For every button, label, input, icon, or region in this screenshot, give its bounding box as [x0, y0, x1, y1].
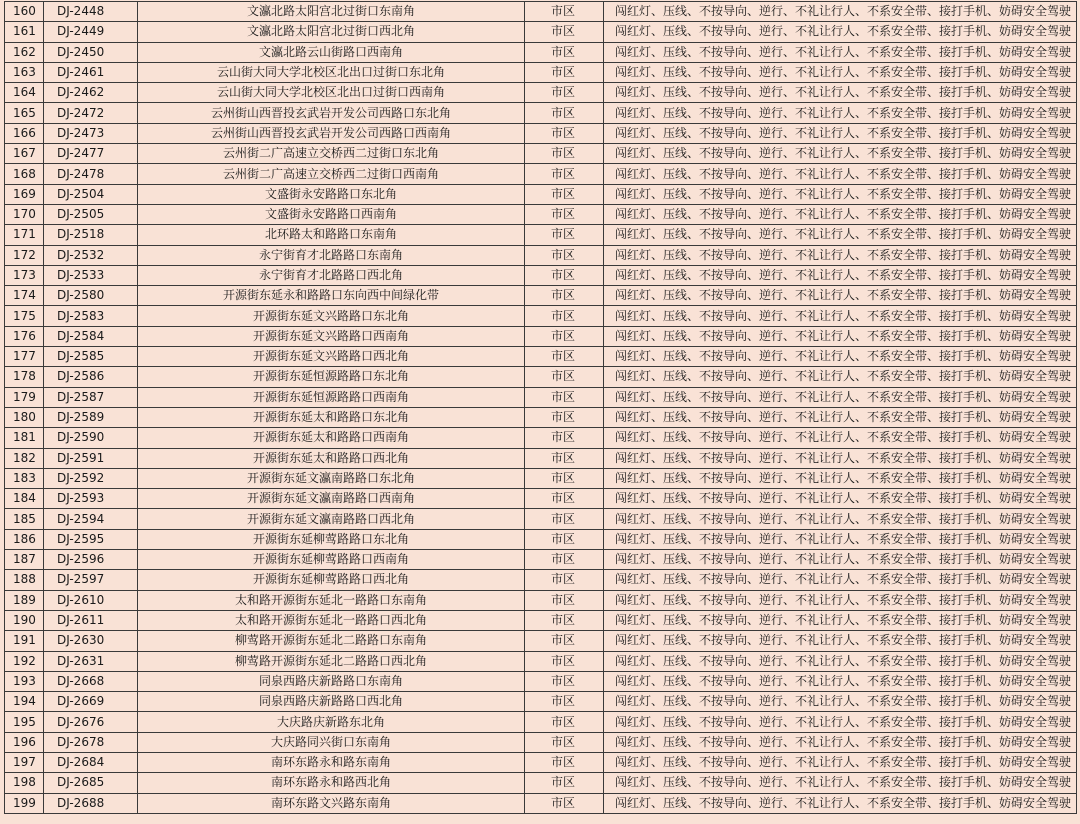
area-cell: 市区: [525, 732, 604, 752]
area-cell: 市区: [525, 489, 604, 509]
location-cell: 开源街东延永和路路口东向西中间绿化带: [138, 286, 525, 306]
row-number-cell: 166: [5, 123, 44, 143]
location-cell: 开源街东延文兴路路口西北角: [138, 347, 525, 367]
table-row: [5, 692, 1077, 712]
violations-cell: 闯红灯、压线、不按导向、逆行、不礼让行人、不系安全带、接打手机、妨碍安全驾驶: [604, 407, 1077, 427]
row-number-cell: 189: [5, 590, 44, 610]
area-cell: 市区: [525, 245, 604, 265]
row-number-cell: 175: [5, 306, 44, 326]
camera-code-cell: DJ-2593: [44, 489, 138, 509]
violations-cell: 闯红灯、压线、不按导向、逆行、不礼让行人、不系安全带、接打手机、妨碍安全驾驶: [604, 570, 1077, 590]
location-cell: 云州街山西晋投玄武岩开发公司西路口西南角: [138, 123, 525, 143]
camera-code-cell: DJ-2590: [44, 428, 138, 448]
location-cell: 开源街东延文瀛南路路口东北角: [138, 468, 525, 488]
camera-code-cell: DJ-2630: [44, 631, 138, 651]
location-cell: 南环东路文兴路东南角: [138, 793, 525, 813]
location-cell: 开源街东延柳莺路路口西南角: [138, 550, 525, 570]
row-number-cell: 195: [5, 712, 44, 732]
row-number-cell: 167: [5, 144, 44, 164]
location-cell: 永宁街育才北路路口西北角: [138, 265, 525, 285]
camera-code-cell: DJ-2532: [44, 245, 138, 265]
row-number-cell: 194: [5, 692, 44, 712]
table-row: [5, 204, 1077, 224]
area-cell: 市区: [525, 306, 604, 326]
violations-cell: 闯红灯、压线、不按导向、逆行、不礼让行人、不系安全带、接打手机、妨碍安全驾驶: [604, 367, 1077, 387]
violations-cell: 闯红灯、压线、不按导向、逆行、不礼让行人、不系安全带、接打手机、妨碍安全驾驶: [604, 692, 1077, 712]
table-row: [5, 306, 1077, 326]
violations-cell: 闯红灯、压线、不按导向、逆行、不礼让行人、不系安全带、接打手机、妨碍安全驾驶: [604, 326, 1077, 346]
table-row: [5, 671, 1077, 691]
location-cell: 开源街东延恒源路路口西南角: [138, 387, 525, 407]
row-number-cell: 165: [5, 103, 44, 123]
violations-cell: 闯红灯、压线、不按导向、逆行、不礼让行人、不系安全带、接打手机、妨碍安全驾驶: [604, 144, 1077, 164]
violations-cell: 闯红灯、压线、不按导向、逆行、不礼让行人、不系安全带、接打手机、妨碍安全驾驶: [604, 712, 1077, 732]
violations-cell: 闯红灯、压线、不按导向、逆行、不礼让行人、不系安全带、接打手机、妨碍安全驾驶: [604, 529, 1077, 549]
violations-cell: 闯红灯、压线、不按导向、逆行、不礼让行人、不系安全带、接打手机、妨碍安全驾驶: [604, 793, 1077, 813]
row-number-cell: 191: [5, 631, 44, 651]
row-number-cell: 183: [5, 468, 44, 488]
area-cell: 市区: [525, 42, 604, 62]
row-number-cell: 193: [5, 671, 44, 691]
table-row: [5, 651, 1077, 671]
table-row: [5, 164, 1077, 184]
camera-code-cell: DJ-2472: [44, 103, 138, 123]
camera-code-cell: DJ-2585: [44, 347, 138, 367]
violations-cell: 闯红灯、压线、不按导向、逆行、不礼让行人、不系安全带、接打手机、妨碍安全驾驶: [604, 610, 1077, 630]
violations-cell: 闯红灯、压线、不按导向、逆行、不礼让行人、不系安全带、接打手机、妨碍安全驾驶: [604, 103, 1077, 123]
violations-cell: 闯红灯、压线、不按导向、逆行、不礼让行人、不系安全带、接打手机、妨碍安全驾驶: [604, 22, 1077, 42]
camera-code-cell: DJ-2669: [44, 692, 138, 712]
table-row: [5, 245, 1077, 265]
area-cell: 市区: [525, 62, 604, 82]
table-row: [5, 42, 1077, 62]
table-body: [5, 2, 1077, 814]
camera-code-cell: DJ-2462: [44, 83, 138, 103]
row-number-cell: 160: [5, 2, 44, 22]
violations-cell: 闯红灯、压线、不按导向、逆行、不礼让行人、不系安全带、接打手机、妨碍安全驾驶: [604, 265, 1077, 285]
camera-location-table: [4, 1, 1077, 814]
area-cell: 市区: [525, 144, 604, 164]
area-cell: 市区: [525, 164, 604, 184]
row-number-cell: 186: [5, 529, 44, 549]
row-number-cell: 168: [5, 164, 44, 184]
area-cell: 市区: [525, 367, 604, 387]
violations-cell: 闯红灯、压线、不按导向、逆行、不礼让行人、不系安全带、接打手机、妨碍安全驾驶: [604, 204, 1077, 224]
camera-code-cell: DJ-2583: [44, 306, 138, 326]
row-number-cell: 171: [5, 225, 44, 245]
row-number-cell: 188: [5, 570, 44, 590]
location-cell: 文瀛北路太阳宫北过街口东南角: [138, 2, 525, 22]
area-cell: 市区: [525, 204, 604, 224]
row-number-cell: 177: [5, 347, 44, 367]
table-row: [5, 347, 1077, 367]
table-row: [5, 367, 1077, 387]
row-number-cell: 196: [5, 732, 44, 752]
table-row: [5, 773, 1077, 793]
violations-cell: 闯红灯、压线、不按导向、逆行、不礼让行人、不系安全带、接打手机、妨碍安全驾驶: [604, 184, 1077, 204]
location-cell: 开源街东延文兴路路口西南角: [138, 326, 525, 346]
violations-cell: 闯红灯、压线、不按导向、逆行、不礼让行人、不系安全带、接打手机、妨碍安全驾驶: [604, 671, 1077, 691]
camera-code-cell: DJ-2589: [44, 407, 138, 427]
violations-cell: 闯红灯、压线、不按导向、逆行、不礼让行人、不系安全带、接打手机、妨碍安全驾驶: [604, 489, 1077, 509]
row-number-cell: 173: [5, 265, 44, 285]
location-cell: 柳莺路开源街东延北二路路口西北角: [138, 651, 525, 671]
area-cell: 市区: [525, 83, 604, 103]
table-row: [5, 22, 1077, 42]
violations-cell: 闯红灯、压线、不按导向、逆行、不礼让行人、不系安全带、接打手机、妨碍安全驾驶: [604, 123, 1077, 143]
table-row: [5, 489, 1077, 509]
area-cell: 市区: [525, 671, 604, 691]
row-number-cell: 176: [5, 326, 44, 346]
camera-code-cell: DJ-2586: [44, 367, 138, 387]
table-row: [5, 326, 1077, 346]
camera-code-cell: DJ-2597: [44, 570, 138, 590]
camera-code-cell: DJ-2478: [44, 164, 138, 184]
table-row: [5, 123, 1077, 143]
camera-code-cell: DJ-2449: [44, 22, 138, 42]
table-row: [5, 184, 1077, 204]
camera-code-cell: DJ-2461: [44, 62, 138, 82]
location-cell: 开源街东延太和路路口西北角: [138, 448, 525, 468]
location-cell: 开源街东延文瀛南路路口西北角: [138, 509, 525, 529]
camera-code-cell: DJ-2505: [44, 204, 138, 224]
location-cell: 太和路开源街东延北一路路口西北角: [138, 610, 525, 630]
location-cell: 文盛街永安路路口西南角: [138, 204, 525, 224]
location-cell: 开源街东延恒源路路口东北角: [138, 367, 525, 387]
table-row: [5, 509, 1077, 529]
camera-code-cell: DJ-2611: [44, 610, 138, 630]
violations-cell: 闯红灯、压线、不按导向、逆行、不礼让行人、不系安全带、接打手机、妨碍安全驾驶: [604, 347, 1077, 367]
violations-cell: 闯红灯、压线、不按导向、逆行、不礼让行人、不系安全带、接打手机、妨碍安全驾驶: [604, 164, 1077, 184]
violations-cell: 闯红灯、压线、不按导向、逆行、不礼让行人、不系安全带、接打手机、妨碍安全驾驶: [604, 286, 1077, 306]
row-number-cell: 163: [5, 62, 44, 82]
table-row: [5, 590, 1077, 610]
camera-code-cell: DJ-2533: [44, 265, 138, 285]
row-number-cell: 174: [5, 286, 44, 306]
area-cell: 市区: [525, 570, 604, 590]
area-cell: 市区: [525, 428, 604, 448]
table-row: [5, 550, 1077, 570]
area-cell: 市区: [525, 387, 604, 407]
area-cell: 市区: [525, 407, 604, 427]
violations-cell: 闯红灯、压线、不按导向、逆行、不礼让行人、不系安全带、接打手机、妨碍安全驾驶: [604, 428, 1077, 448]
area-cell: 市区: [525, 184, 604, 204]
location-cell: 太和路开源街东延北一路路口东南角: [138, 590, 525, 610]
table-row: [5, 529, 1077, 549]
violations-cell: 闯红灯、压线、不按导向、逆行、不礼让行人、不系安全带、接打手机、妨碍安全驾驶: [604, 550, 1077, 570]
location-cell: 北环路太和路路口东南角: [138, 225, 525, 245]
row-number-cell: 198: [5, 773, 44, 793]
area-cell: 市区: [525, 651, 604, 671]
area-cell: 市区: [525, 448, 604, 468]
row-number-cell: 162: [5, 42, 44, 62]
table-row: [5, 265, 1077, 285]
area-cell: 市区: [525, 610, 604, 630]
violations-cell: 闯红灯、压线、不按导向、逆行、不礼让行人、不系安全带、接打手机、妨碍安全驾驶: [604, 509, 1077, 529]
location-cell: 柳莺路开源街东延北二路路口东南角: [138, 631, 525, 651]
area-cell: 市区: [525, 326, 604, 346]
violations-cell: 闯红灯、压线、不按导向、逆行、不礼让行人、不系安全带、接打手机、妨碍安全驾驶: [604, 62, 1077, 82]
area-cell: 市区: [525, 752, 604, 772]
table-row: [5, 631, 1077, 651]
location-cell: 永宁街育才北路路口东南角: [138, 245, 525, 265]
table-row: [5, 387, 1077, 407]
location-cell: 开源街东延柳莺路路口西北角: [138, 570, 525, 590]
area-cell: 市区: [525, 22, 604, 42]
violations-cell: 闯红灯、压线、不按导向、逆行、不礼让行人、不系安全带、接打手机、妨碍安全驾驶: [604, 245, 1077, 265]
camera-code-cell: DJ-2448: [44, 2, 138, 22]
violations-cell: 闯红灯、压线、不按导向、逆行、不礼让行人、不系安全带、接打手机、妨碍安全驾驶: [604, 651, 1077, 671]
location-cell: 开源街东延文瀛南路路口西南角: [138, 489, 525, 509]
violations-cell: 闯红灯、压线、不按导向、逆行、不礼让行人、不系安全带、接打手机、妨碍安全驾驶: [604, 590, 1077, 610]
location-cell: 开源街东延太和路路口西南角: [138, 428, 525, 448]
violations-cell: 闯红灯、压线、不按导向、逆行、不礼让行人、不系安全带、接打手机、妨碍安全驾驶: [604, 631, 1077, 651]
violations-cell: 闯红灯、压线、不按导向、逆行、不礼让行人、不系安全带、接打手机、妨碍安全驾驶: [604, 83, 1077, 103]
violations-cell: 闯红灯、压线、不按导向、逆行、不礼让行人、不系安全带、接打手机、妨碍安全驾驶: [604, 225, 1077, 245]
camera-code-cell: DJ-2668: [44, 671, 138, 691]
area-cell: 市区: [525, 590, 604, 610]
location-cell: 文瀛北路太阳宫北过街口西北角: [138, 22, 525, 42]
table-row: [5, 407, 1077, 427]
camera-code-cell: DJ-2594: [44, 509, 138, 529]
violations-cell: 闯红灯、压线、不按导向、逆行、不礼让行人、不系安全带、接打手机、妨碍安全驾驶: [604, 2, 1077, 22]
location-cell: 南环东路永和路西北角: [138, 773, 525, 793]
table-row: [5, 610, 1077, 630]
row-number-cell: 178: [5, 367, 44, 387]
row-number-cell: 187: [5, 550, 44, 570]
location-cell: 云州街二广高速立交桥西二过街口东北角: [138, 144, 525, 164]
row-number-cell: 182: [5, 448, 44, 468]
camera-code-cell: DJ-2591: [44, 448, 138, 468]
camera-code-cell: DJ-2685: [44, 773, 138, 793]
violations-cell: 闯红灯、压线、不按导向、逆行、不礼让行人、不系安全带、接打手机、妨碍安全驾驶: [604, 387, 1077, 407]
table-row: [5, 570, 1077, 590]
row-number-cell: 164: [5, 83, 44, 103]
row-number-cell: 181: [5, 428, 44, 448]
violations-cell: 闯红灯、压线、不按导向、逆行、不礼让行人、不系安全带、接打手机、妨碍安全驾驶: [604, 732, 1077, 752]
row-number-cell: 180: [5, 407, 44, 427]
location-cell: 同泉西路庆新路路口西北角: [138, 692, 525, 712]
table-row: [5, 2, 1077, 22]
row-number-cell: 179: [5, 387, 44, 407]
location-cell: 南环东路永和路东南角: [138, 752, 525, 772]
row-number-cell: 192: [5, 651, 44, 671]
camera-code-cell: DJ-2477: [44, 144, 138, 164]
area-cell: 市区: [525, 225, 604, 245]
camera-code-cell: DJ-2504: [44, 184, 138, 204]
table-row: [5, 144, 1077, 164]
camera-code-cell: DJ-2580: [44, 286, 138, 306]
area-cell: 市区: [525, 103, 604, 123]
camera-code-cell: DJ-2596: [44, 550, 138, 570]
area-cell: 市区: [525, 793, 604, 813]
camera-code-cell: DJ-2592: [44, 468, 138, 488]
camera-code-cell: DJ-2676: [44, 712, 138, 732]
location-cell: 文盛街永安路路口东北角: [138, 184, 525, 204]
location-cell: 开源街东延文兴路路口东北角: [138, 306, 525, 326]
location-cell: 云州街二广高速立交桥西二过街口西南角: [138, 164, 525, 184]
area-cell: 市区: [525, 712, 604, 732]
table-row: [5, 448, 1077, 468]
area-cell: 市区: [525, 123, 604, 143]
table-row: [5, 428, 1077, 448]
violations-cell: 闯红灯、压线、不按导向、逆行、不礼让行人、不系安全带、接打手机、妨碍安全驾驶: [604, 773, 1077, 793]
table-row: [5, 793, 1077, 813]
camera-code-cell: DJ-2678: [44, 732, 138, 752]
row-number-cell: 161: [5, 22, 44, 42]
row-number-cell: 197: [5, 752, 44, 772]
camera-code-cell: DJ-2584: [44, 326, 138, 346]
location-cell: 开源街东延太和路路口东北角: [138, 407, 525, 427]
camera-code-cell: DJ-2450: [44, 42, 138, 62]
area-cell: 市区: [525, 509, 604, 529]
row-number-cell: 190: [5, 610, 44, 630]
violations-cell: 闯红灯、压线、不按导向、逆行、不礼让行人、不系安全带、接打手机、妨碍安全驾驶: [604, 306, 1077, 326]
camera-code-cell: DJ-2688: [44, 793, 138, 813]
table-row: [5, 286, 1077, 306]
table-row: [5, 225, 1077, 245]
area-cell: 市区: [525, 529, 604, 549]
table-row: [5, 62, 1077, 82]
location-cell: 文瀛北路云山街路口西南角: [138, 42, 525, 62]
location-cell: 大庆路同兴街口东南角: [138, 732, 525, 752]
table-row: [5, 103, 1077, 123]
violations-cell: 闯红灯、压线、不按导向、逆行、不礼让行人、不系安全带、接打手机、妨碍安全驾驶: [604, 448, 1077, 468]
location-cell: 云山街大同大学北校区北出口过街口西南角: [138, 83, 525, 103]
area-cell: 市区: [525, 286, 604, 306]
row-number-cell: 169: [5, 184, 44, 204]
camera-code-cell: DJ-2473: [44, 123, 138, 143]
row-number-cell: 185: [5, 509, 44, 529]
table-row: [5, 712, 1077, 732]
row-number-cell: 184: [5, 489, 44, 509]
area-cell: 市区: [525, 265, 604, 285]
location-cell: 开源街东延柳莺路路口东北角: [138, 529, 525, 549]
violations-cell: 闯红灯、压线、不按导向、逆行、不礼让行人、不系安全带、接打手机、妨碍安全驾驶: [604, 468, 1077, 488]
violations-cell: 闯红灯、压线、不按导向、逆行、不礼让行人、不系安全带、接打手机、妨碍安全驾驶: [604, 42, 1077, 62]
area-cell: 市区: [525, 692, 604, 712]
violations-cell: 闯红灯、压线、不按导向、逆行、不礼让行人、不系安全带、接打手机、妨碍安全驾驶: [604, 752, 1077, 772]
area-cell: 市区: [525, 631, 604, 651]
table-row: [5, 83, 1077, 103]
camera-code-cell: DJ-2610: [44, 590, 138, 610]
area-cell: 市区: [525, 468, 604, 488]
camera-code-cell: DJ-2684: [44, 752, 138, 772]
location-cell: 云山街大同大学北校区北出口过街口东北角: [138, 62, 525, 82]
row-number-cell: 199: [5, 793, 44, 813]
area-cell: 市区: [525, 347, 604, 367]
location-cell: 同泉西路庆新路路口东南角: [138, 671, 525, 691]
location-cell: 云州街山西晋投玄武岩开发公司西路口东北角: [138, 103, 525, 123]
area-cell: 市区: [525, 773, 604, 793]
location-cell: 大庆路庆新路东北角: [138, 712, 525, 732]
table-row: [5, 732, 1077, 752]
camera-code-cell: DJ-2631: [44, 651, 138, 671]
area-cell: 市区: [525, 550, 604, 570]
table-row: [5, 468, 1077, 488]
area-cell: 市区: [525, 2, 604, 22]
row-number-cell: 172: [5, 245, 44, 265]
camera-code-cell: DJ-2518: [44, 225, 138, 245]
camera-code-cell: DJ-2595: [44, 529, 138, 549]
row-number-cell: 170: [5, 204, 44, 224]
camera-code-cell: DJ-2587: [44, 387, 138, 407]
table-row: [5, 752, 1077, 772]
